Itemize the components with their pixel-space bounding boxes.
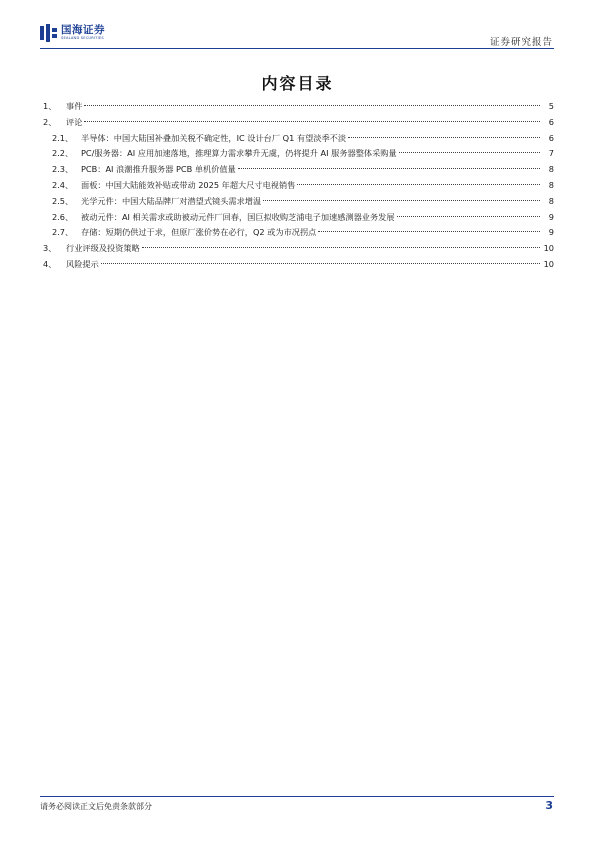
toc-entry[interactable]	[40, 162, 554, 178]
logo-name-en: SEALAND SECURITIES	[61, 36, 104, 40]
toc-entry[interactable]	[40, 146, 554, 162]
toc-title: 内容目录	[261, 74, 334, 93]
toc-entry-leader	[399, 152, 540, 153]
toc-entry-title: 半导体：中国大陆国补叠加关税不确定性，IC 设计台厂 Q1 有望淡季不淡	[81, 132, 347, 143]
toc-entry-page: 6	[548, 116, 554, 127]
toc-entry[interactable]	[40, 210, 554, 226]
toc-entry-leader	[142, 247, 540, 248]
toc-entry-page: 8	[548, 195, 554, 206]
toc-entry-number: 2.2、	[52, 148, 74, 159]
toc-entry-title: 评论	[66, 116, 83, 127]
toc-entry-number: 2.7、	[52, 227, 74, 238]
toc-entry-number: 3、	[43, 243, 57, 254]
company-logo	[40, 24, 105, 42]
toc-entry[interactable]	[40, 225, 554, 241]
toc-entry-title: 面板：中国大陆能效补贴或带动 2025 年超大尺寸电视销售	[81, 179, 296, 190]
toc-entry-leader	[318, 231, 540, 232]
toc-entry[interactable]	[40, 99, 554, 115]
toc-entry[interactable]	[40, 131, 554, 147]
toc-entry-leader	[263, 200, 540, 201]
toc-entry-page: 8	[548, 179, 554, 190]
footer-disclaimer: 请务必阅读正文后免责条款部分	[40, 802, 152, 811]
toc-entry-page: 10	[543, 243, 554, 254]
toc-entry[interactable]	[40, 115, 554, 131]
toc-entry-title: 被动元件：AI 相关需求或助被动元件厂回春，国巨拟收购芝浦电子加速感测器业务发展	[81, 211, 395, 222]
toc-entry-leader	[101, 263, 540, 264]
sealand-logo-icon	[40, 24, 58, 42]
toc-entry-page: 9	[548, 227, 554, 238]
toc-entry-number: 2.1、	[52, 132, 74, 143]
toc-entry[interactable]	[40, 194, 554, 210]
toc-entry[interactable]	[40, 241, 554, 257]
page-header	[0, 0, 595, 50]
toc-entry-title: 存储：短期仍供过于求，但原厂涨价势在必行，Q2 或为市况拐点	[81, 227, 317, 238]
toc-entry-leader	[348, 137, 540, 138]
toc-entry-page: 7	[548, 148, 554, 159]
toc-entry-page: 9	[548, 211, 554, 222]
report-type-label: 证券研究报告	[489, 37, 553, 48]
toc-entry-leader	[84, 121, 540, 122]
toc-entry-title: 光学元件：中国大陆品牌厂对潜望式镜头需求增温	[81, 195, 262, 206]
toc-entry-leader	[238, 168, 540, 169]
logo-name-cn: 国海证券	[61, 24, 105, 36]
table-of-contents	[40, 99, 554, 273]
toc-entry-leader	[297, 184, 540, 185]
toc-entry-number: 2、	[43, 116, 57, 127]
toc-entry-page: 8	[548, 164, 554, 175]
toc-entry-number: 1、	[43, 101, 57, 111]
header-divider	[40, 48, 554, 49]
toc-entry-title: PC/服务器：AI 应用加速落地，推理算力需求攀升无虞，仍将提升 AI 服务器整体采购量	[81, 148, 397, 159]
toc-entry-title: 行业评级及投资策略	[66, 243, 140, 254]
footer-divider	[40, 796, 554, 797]
toc-entry-title: PCB：AI 浪潮推升服务器 PCB 单机价值量	[81, 164, 236, 175]
toc-entry-number: 4、	[43, 258, 57, 269]
toc-entry[interactable]	[40, 257, 554, 273]
toc-entry[interactable]	[40, 178, 554, 194]
toc-entry-page: 6	[548, 132, 554, 143]
toc-entry-leader	[397, 216, 540, 217]
toc-entry-page: 10	[543, 258, 554, 269]
toc-entry-leader	[84, 105, 540, 106]
toc-entry-title: 事件	[66, 101, 83, 111]
toc-entry-title: 风险提示	[66, 258, 99, 269]
toc-entry-number: 2.3、	[52, 164, 74, 175]
toc-entry-page: 5	[548, 101, 554, 111]
toc-entry-number: 2.6、	[52, 211, 74, 222]
toc-entry-number: 2.5、	[52, 195, 74, 206]
toc-entry-number: 2.4、	[52, 179, 74, 190]
page-number: 3	[545, 799, 553, 812]
